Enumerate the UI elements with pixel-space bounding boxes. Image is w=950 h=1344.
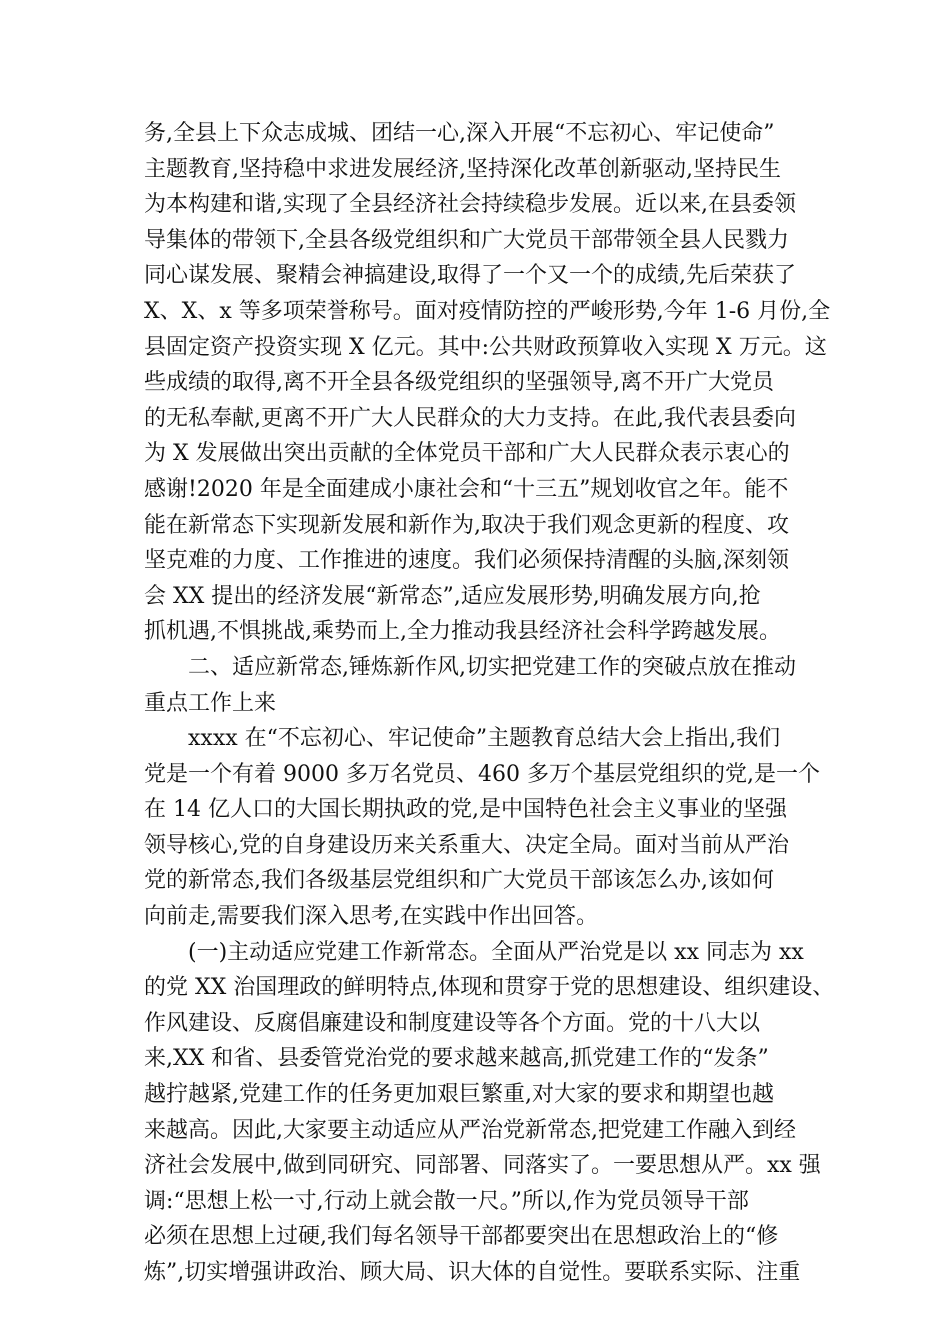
paragraph-line: xxxx 在“不忘初心、牢记使命”主题教育总结大会上指出,我们 bbox=[188, 726, 781, 752]
paragraph-line: 来越高。因此,大家要主动适应从严治党新常态,把党建工作融入到经 bbox=[144, 1117, 796, 1143]
section-heading-line: 重点工作上来 bbox=[144, 690, 277, 716]
paragraph-line: 作风建设、反腐倡廉建设和制度建设等各个方面。党的十八大以 bbox=[144, 1010, 761, 1036]
paragraph-line: 的党 XX 治国理政的鲜明特点,体现和贯穿于党的思想建设、组织建设、 bbox=[144, 975, 835, 1001]
paragraph-line: 济社会发展中,做到同研究、同部署、同落实了。一要思想从严。xx 强 bbox=[144, 1153, 821, 1179]
paragraph-line: 在 14 亿人口的大国长期执政的党,是中国特色社会主义事业的坚强 bbox=[144, 797, 787, 823]
paragraph-line: X、X、x 等多项荣誉称号。面对疫情防控的严峻形势,今年 1-6 月份,全 bbox=[144, 298, 831, 324]
paragraph-line: 务,全县上下众志成城、团结一心,深入开展“不忘初心、牢记使命” bbox=[144, 121, 775, 146]
paragraph-line: 县固定资产投资实现 X 亿元。其中:公共财政预算收入实现 X 万元。这 bbox=[144, 334, 827, 360]
paragraph-line: 领导核心,党的自身建设历来关系重大、决定全局。面对当前从严治 bbox=[144, 832, 789, 858]
paragraph-line: 的无私奉献,更离不开广大人民群众的大力支持。在此,我代表县委向 bbox=[144, 405, 796, 431]
paragraph-line: 为 X 发展做出突出贡献的全体党员干部和广大人民群众表示衷心的 bbox=[144, 441, 790, 467]
paragraph-line: 调:“思想上松一寸,行动上就会散一尺。”所以,作为党员领导干部 bbox=[144, 1188, 749, 1214]
paragraph-line: 导集体的带领下,全县各级党组织和广大党员干部带领全县人民戮力 bbox=[144, 227, 789, 253]
paragraph-line: 能在新常态下实现新发展和新作为,取决于我们观念更新的程度、攻 bbox=[144, 512, 789, 538]
paragraph-line: 同心谋发展、聚精会神搞建设,取得了一个又一个的成绩,先后荣获了 bbox=[144, 263, 796, 289]
paragraph-line: 党是一个有着 9000 多万名党员、460 多万个基层党组织的党,是一个 bbox=[144, 761, 820, 787]
paragraph-line: 抓机遇,不惧挑战,乘势而上,全力推动我县经济社会科学跨越发展。 bbox=[144, 619, 781, 645]
paragraph-line: 主题教育,坚持稳中求进发展经济,坚持深化改革创新驱动,坚持民生 bbox=[144, 156, 781, 182]
paragraph-line: 越拧越紧,党建工作的任务更加艰巨繁重,对大家的要求和期望也越 bbox=[144, 1082, 774, 1108]
section-heading-line: 二、适应新常态,锤炼新作风,切实把党建工作的突破点放在推动 bbox=[188, 654, 796, 680]
paragraph-line: 党的新常态,我们各级基层党组织和广大党员干部该怎么办,该如何 bbox=[144, 868, 774, 894]
paragraph-line: 感谢!2020 年是全面建成小康社会和“十三五”规划收官之年。能不 bbox=[144, 476, 789, 502]
paragraph-line: 来,XX 和省、县委管党治党的要求越来越高,抓党建工作的“发条” bbox=[144, 1046, 769, 1072]
paragraph-line: 会 XX 提出的经济发展“新常态”,适应发展形势,明确发展方向,抢 bbox=[144, 583, 761, 609]
paragraph-line: 坚克难的力度、工作推进的速度。我们必须保持清醒的头脑,深刻领 bbox=[144, 548, 789, 574]
paragraph-line: 为本构建和谐,实现了全县经济社会持续稳步发展。近以来,在县委领 bbox=[144, 192, 796, 218]
paragraph-line: (一)主动适应党建工作新常态。全面从严治党是以 xx 同志为 xx bbox=[188, 939, 804, 965]
paragraph-line: 炼”,切实增强讲政治、顾大局、识大体的自觉性。要联系实际、注重 bbox=[144, 1260, 801, 1285]
paragraph-line: 些成绩的取得,离不开全县各级党组织的坚强领导,离不开广大党员 bbox=[144, 370, 774, 396]
paragraph-line: 向前走,需要我们深入思考,在实践中作出回答。 bbox=[144, 904, 598, 930]
paragraph-line: 必须在思想上过硬,我们每名领导干部都要突出在思想政治上的“修 bbox=[144, 1224, 779, 1250]
document-body bbox=[144, 116, 835, 1291]
